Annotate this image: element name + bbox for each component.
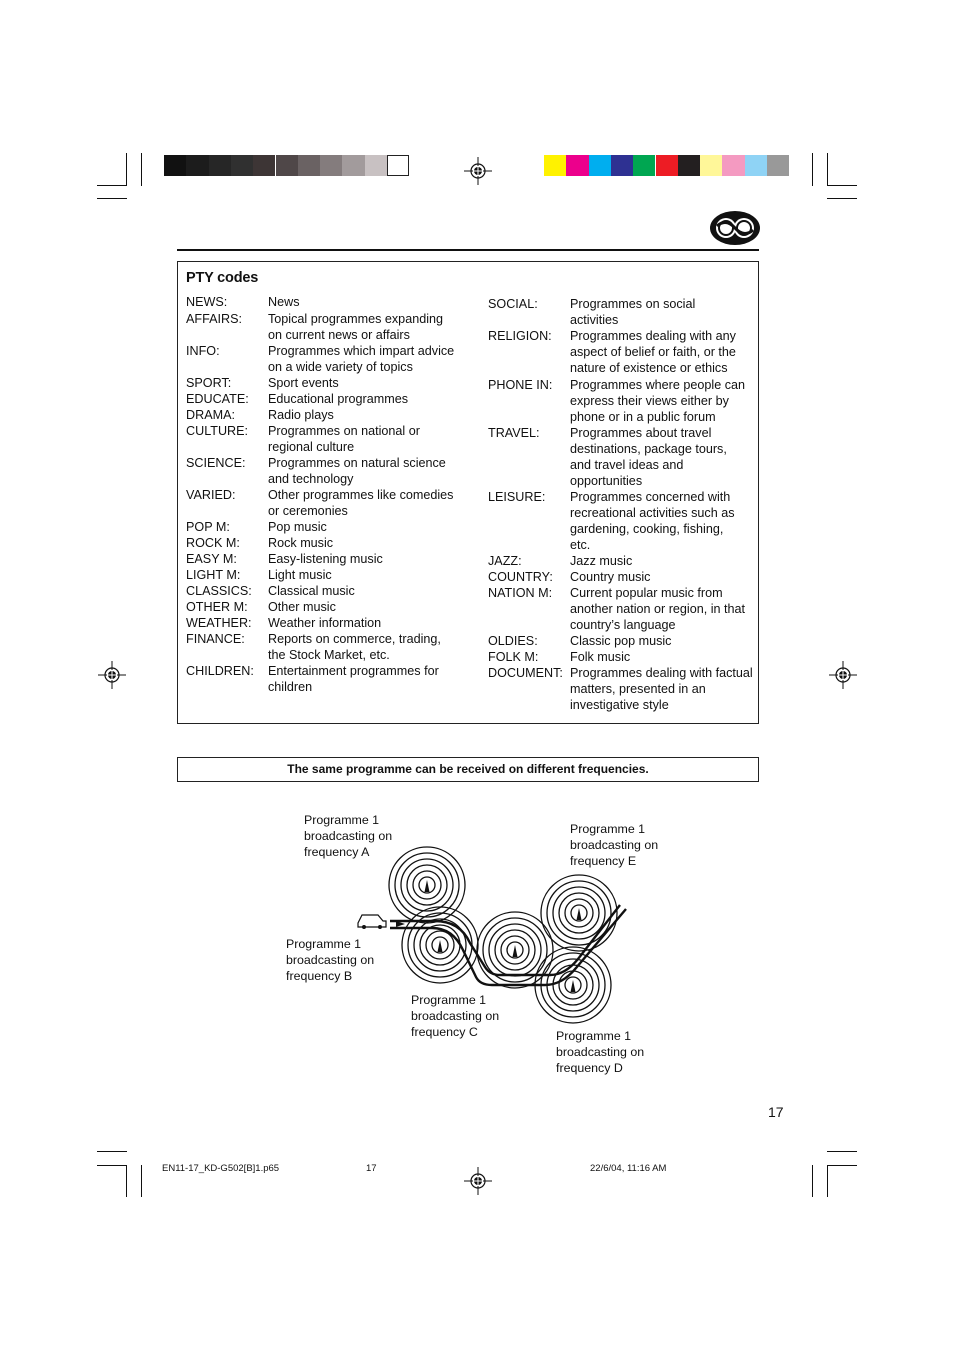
page-number: 17 (768, 1104, 784, 1120)
registration-target-right (829, 661, 857, 689)
pty-code: NEWS: (186, 295, 228, 309)
pty-desc: Topical programmes expanding on current news or affairs (268, 312, 444, 342)
pty-code: SCIENCE: (186, 456, 246, 470)
transmitter-b-icon (402, 907, 478, 983)
pty-code: SOCIAL: (488, 297, 538, 311)
label-frequency-c: Programme 1 broadcasting on frequency C (411, 993, 500, 1039)
pty-desc: Rock music (268, 536, 334, 550)
pty-code: SPORT: (186, 376, 232, 390)
registration-target-top (464, 157, 492, 185)
pty-desc: Educational programmes (268, 392, 409, 406)
pty-desc: Current popular music from another nation or region, in that country’s language (570, 586, 746, 632)
pty-desc: Weather information (268, 616, 382, 630)
pty-code: VARIED: (186, 488, 236, 502)
transmitter-e-icon (541, 875, 617, 951)
registration-swatch (186, 155, 208, 176)
pty-code: OTHER M: (186, 600, 248, 614)
pty-code: AFFAIRS: (186, 312, 242, 326)
pty-code: CLASSICS: (186, 584, 252, 598)
pty-desc: Country music (570, 570, 651, 584)
pty-code: RELIGION: (488, 329, 552, 343)
pty-code: FOLK M: (488, 650, 539, 664)
pty-code: INFO: (186, 344, 220, 358)
pty-desc: Programmes on social activities (570, 297, 696, 327)
footer-file: EN11-17_KD-G502[B]1.p65 (162, 1163, 280, 1174)
pty-code: CHILDREN: (186, 664, 254, 678)
pty-desc: Programmes on national or regional culture (268, 424, 420, 454)
registration-swatch (253, 155, 275, 176)
pty-code: CULTURE: (186, 424, 249, 438)
pty-desc: Reports on commerce, trading, the Stock Market, etc. (268, 632, 441, 662)
registration-swatch (767, 155, 789, 176)
registration-swatch (633, 155, 655, 176)
pty-desc: Entertainment programmes for children (268, 664, 439, 694)
registration-swatch (320, 155, 342, 176)
registration-target-bottom (464, 1167, 492, 1195)
pty-code: FINANCE: (186, 632, 245, 646)
registration-swatch (745, 155, 767, 176)
frequency-banner: The same programme can be received on different frequencies. (177, 757, 759, 782)
pty-desc: Other music (268, 600, 336, 614)
label-frequency-e: Programme 1 broadcasting on frequency E (570, 822, 659, 868)
pty-code: LIGHT M: (186, 568, 241, 582)
pty-desc: Programmes which impart advice on a wide variety of topics (268, 344, 455, 374)
header-rule (177, 249, 759, 251)
label-frequency-b: Programme 1 broadcasting on frequency B (286, 937, 375, 983)
pty-code: LEISURE: (488, 490, 546, 504)
pty-codes-title: PTY codes (186, 270, 259, 286)
pty-desc: Programmes about travel destinations, package tours, and travel ideas and opportunities (570, 426, 727, 488)
footer-timestamp: 22/6/04, 11:16 AM (590, 1163, 667, 1174)
pty-desc: Jazz music (570, 554, 633, 568)
registration-swatch (589, 155, 611, 176)
pty-desc: Easy-listening music (268, 552, 383, 566)
pty-desc: Other programmes like comedies or ceremonies (268, 488, 454, 518)
registration-swatch (678, 155, 700, 176)
pty-code: COUNTRY: (488, 570, 553, 584)
pty-desc: News (268, 295, 300, 309)
registration-swatch (342, 155, 364, 176)
registration-swatch (700, 155, 722, 176)
registration-swatch (656, 155, 678, 176)
registration-swatch (722, 155, 744, 176)
globe-logo-icon (709, 210, 761, 246)
label-frequency-d: Programme 1 broadcasting on frequency D (556, 1029, 645, 1075)
pty-code: DOCUMENT: (488, 666, 563, 680)
pty-desc: Programmes concerned with recreational activities such as gardening, cooking, fishing, etc. (570, 490, 735, 552)
footer-page: 17 (366, 1163, 377, 1174)
pty-desc: Folk music (570, 650, 631, 664)
pty-code: NATION M: (488, 586, 553, 600)
pty-desc: Light music (268, 568, 332, 582)
registration-swatch (365, 155, 387, 176)
pty-code: DRAMA: (186, 408, 235, 422)
pty-desc: Sport events (268, 376, 339, 390)
pty-code: OLDIES: (488, 634, 538, 648)
registration-swatch (298, 155, 320, 176)
pty-code: PHONE IN: (488, 378, 553, 392)
registration-swatch (276, 155, 298, 176)
registration-target-left (98, 661, 126, 689)
pty-desc: Programmes where people can express their views either by phone or in a public forum (570, 378, 746, 424)
registration-swatch (544, 155, 566, 176)
registration-swatch (164, 155, 186, 176)
pty-code: EDUCATE: (186, 392, 249, 406)
registration-swatch (611, 155, 633, 176)
pty-desc: Programmes on natural science and technology (268, 456, 446, 486)
registration-swatch (566, 155, 588, 176)
registration-swatch (387, 155, 409, 176)
pty-desc: Classic pop music (570, 634, 672, 648)
pty-code: ROCK M: (186, 536, 240, 550)
registration-swatch (231, 155, 253, 176)
pty-code: JAZZ: (488, 554, 522, 568)
pty-desc: Radio plays (268, 408, 334, 422)
registration-swatch (209, 155, 231, 176)
pty-desc: Pop music (268, 520, 327, 534)
pty-desc: Programmes dealing with any aspect of belief or faith, or the nature of existence or ethics (570, 329, 736, 375)
pty-code: WEATHER: (186, 616, 252, 630)
pty-desc: Classical music (268, 584, 355, 598)
pty-code: TRAVEL: (488, 426, 540, 440)
pty-code: POP M: (186, 520, 230, 534)
pty-desc: Programmes dealing with factual matters, presented in an investigative style (570, 666, 753, 712)
pty-code: EASY M: (186, 552, 237, 566)
label-frequency-a: Programme 1 broadcasting on frequency A (304, 813, 393, 859)
